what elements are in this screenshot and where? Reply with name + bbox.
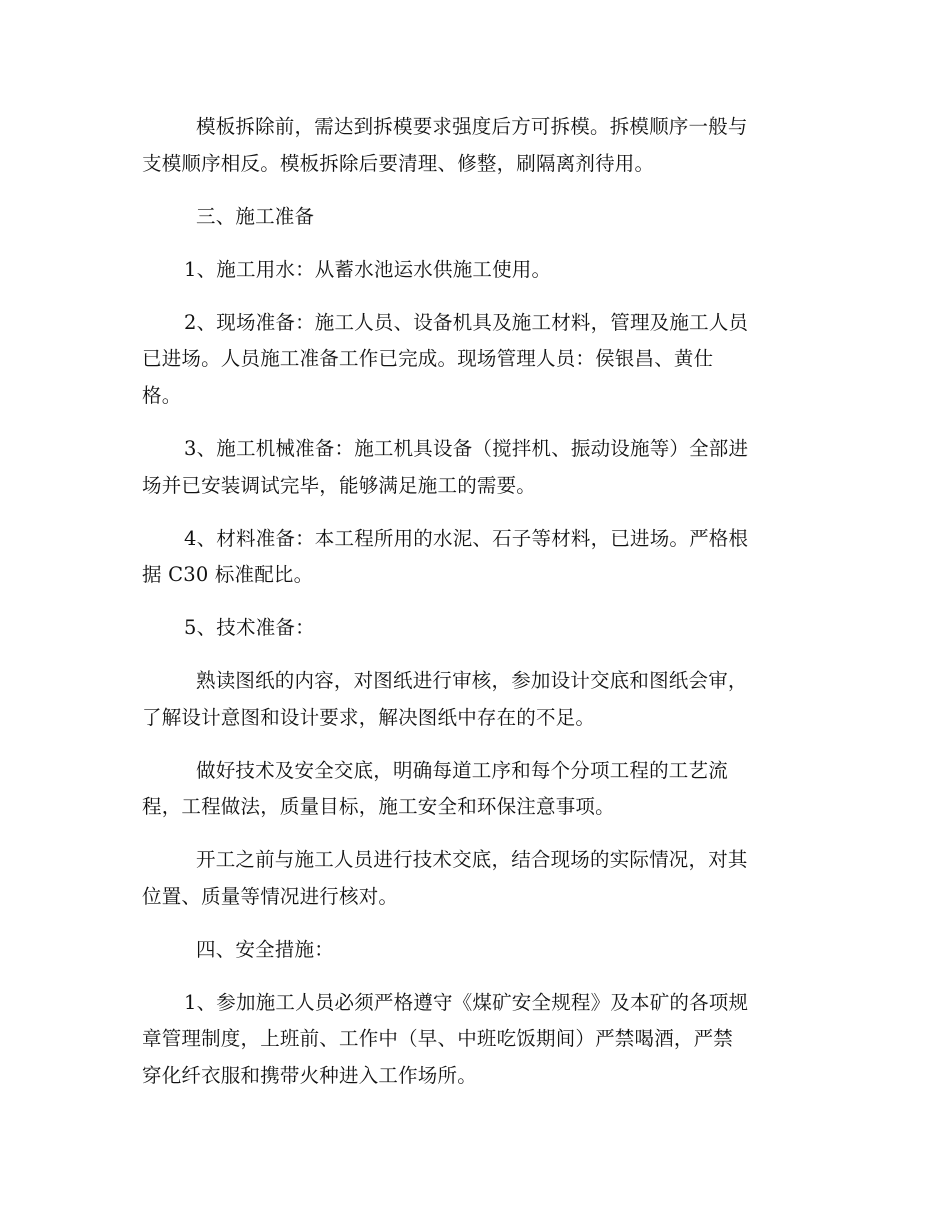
- paragraph-line: 据 C30 标准配比。: [142, 563, 314, 586]
- paragraph-line: 穿化纤衣服和携带火种进入工作场所。: [142, 1064, 477, 1087]
- paragraph-line: 5、技术准备：: [184, 616, 315, 639]
- paragraph-line: 已进场。人员施工准备工作已完成。现场管理人员：侯银昌、黄仕: [142, 347, 714, 370]
- paragraph-line: 场并已安装调试完毕，能够满足施工的需要。: [142, 474, 537, 497]
- paragraph-line: 位置、质量等情况进行核对。: [142, 885, 399, 908]
- paragraph-line: 2、现场准备：施工人员、设备机具及施工材料，管理及施工人员: [184, 311, 749, 334]
- section-heading: 四、安全措施：: [196, 938, 334, 961]
- paragraph-line: 1、施工用水：从蓄水池运水供施工使用。: [184, 258, 552, 281]
- paragraph-line: 开工之前与施工人员进行技术交底，结合现场的实际情况，对其: [196, 848, 748, 871]
- section-heading: 三、施工准备: [196, 205, 315, 228]
- paragraph-line: 章管理制度，上班前、工作中（早、中班吃饭期间）严禁喝酒，严禁: [142, 1027, 734, 1050]
- paragraph-line: 支模顺序相反。模板拆除后要清理、修整，刷隔离剂待用。: [142, 152, 655, 175]
- paragraph-line: 3、施工机械准备：施工机具设备（搅拌机、振动设施等）全部进: [184, 437, 749, 460]
- paragraph-line: 程，工程做法，质量目标，施工安全和环保注意事项。: [142, 795, 615, 818]
- paragraph-line: 做好技术及安全交底，明确每道工序和每个分项工程的工艺流: [196, 759, 728, 782]
- paragraph-line: 熟读图纸的内容，对图纸进行审核，参加设计交底和图纸会审，: [196, 669, 748, 692]
- paragraph-line: 了解设计意图和设计要求，解决图纸中存在的不足。: [142, 706, 596, 729]
- paragraph-line: 4、材料准备：本工程所用的水泥、石子等材料，已进场。严格根: [184, 527, 749, 550]
- paragraph-line: 格。: [142, 384, 182, 407]
- paragraph-line: 模板拆除前，需达到拆模要求强度后方可拆模。拆模顺序一般与: [196, 115, 748, 138]
- paragraph-line: 1、参加施工人员必须严格遵守《煤矿安全规程》及本矿的各项规: [184, 991, 749, 1014]
